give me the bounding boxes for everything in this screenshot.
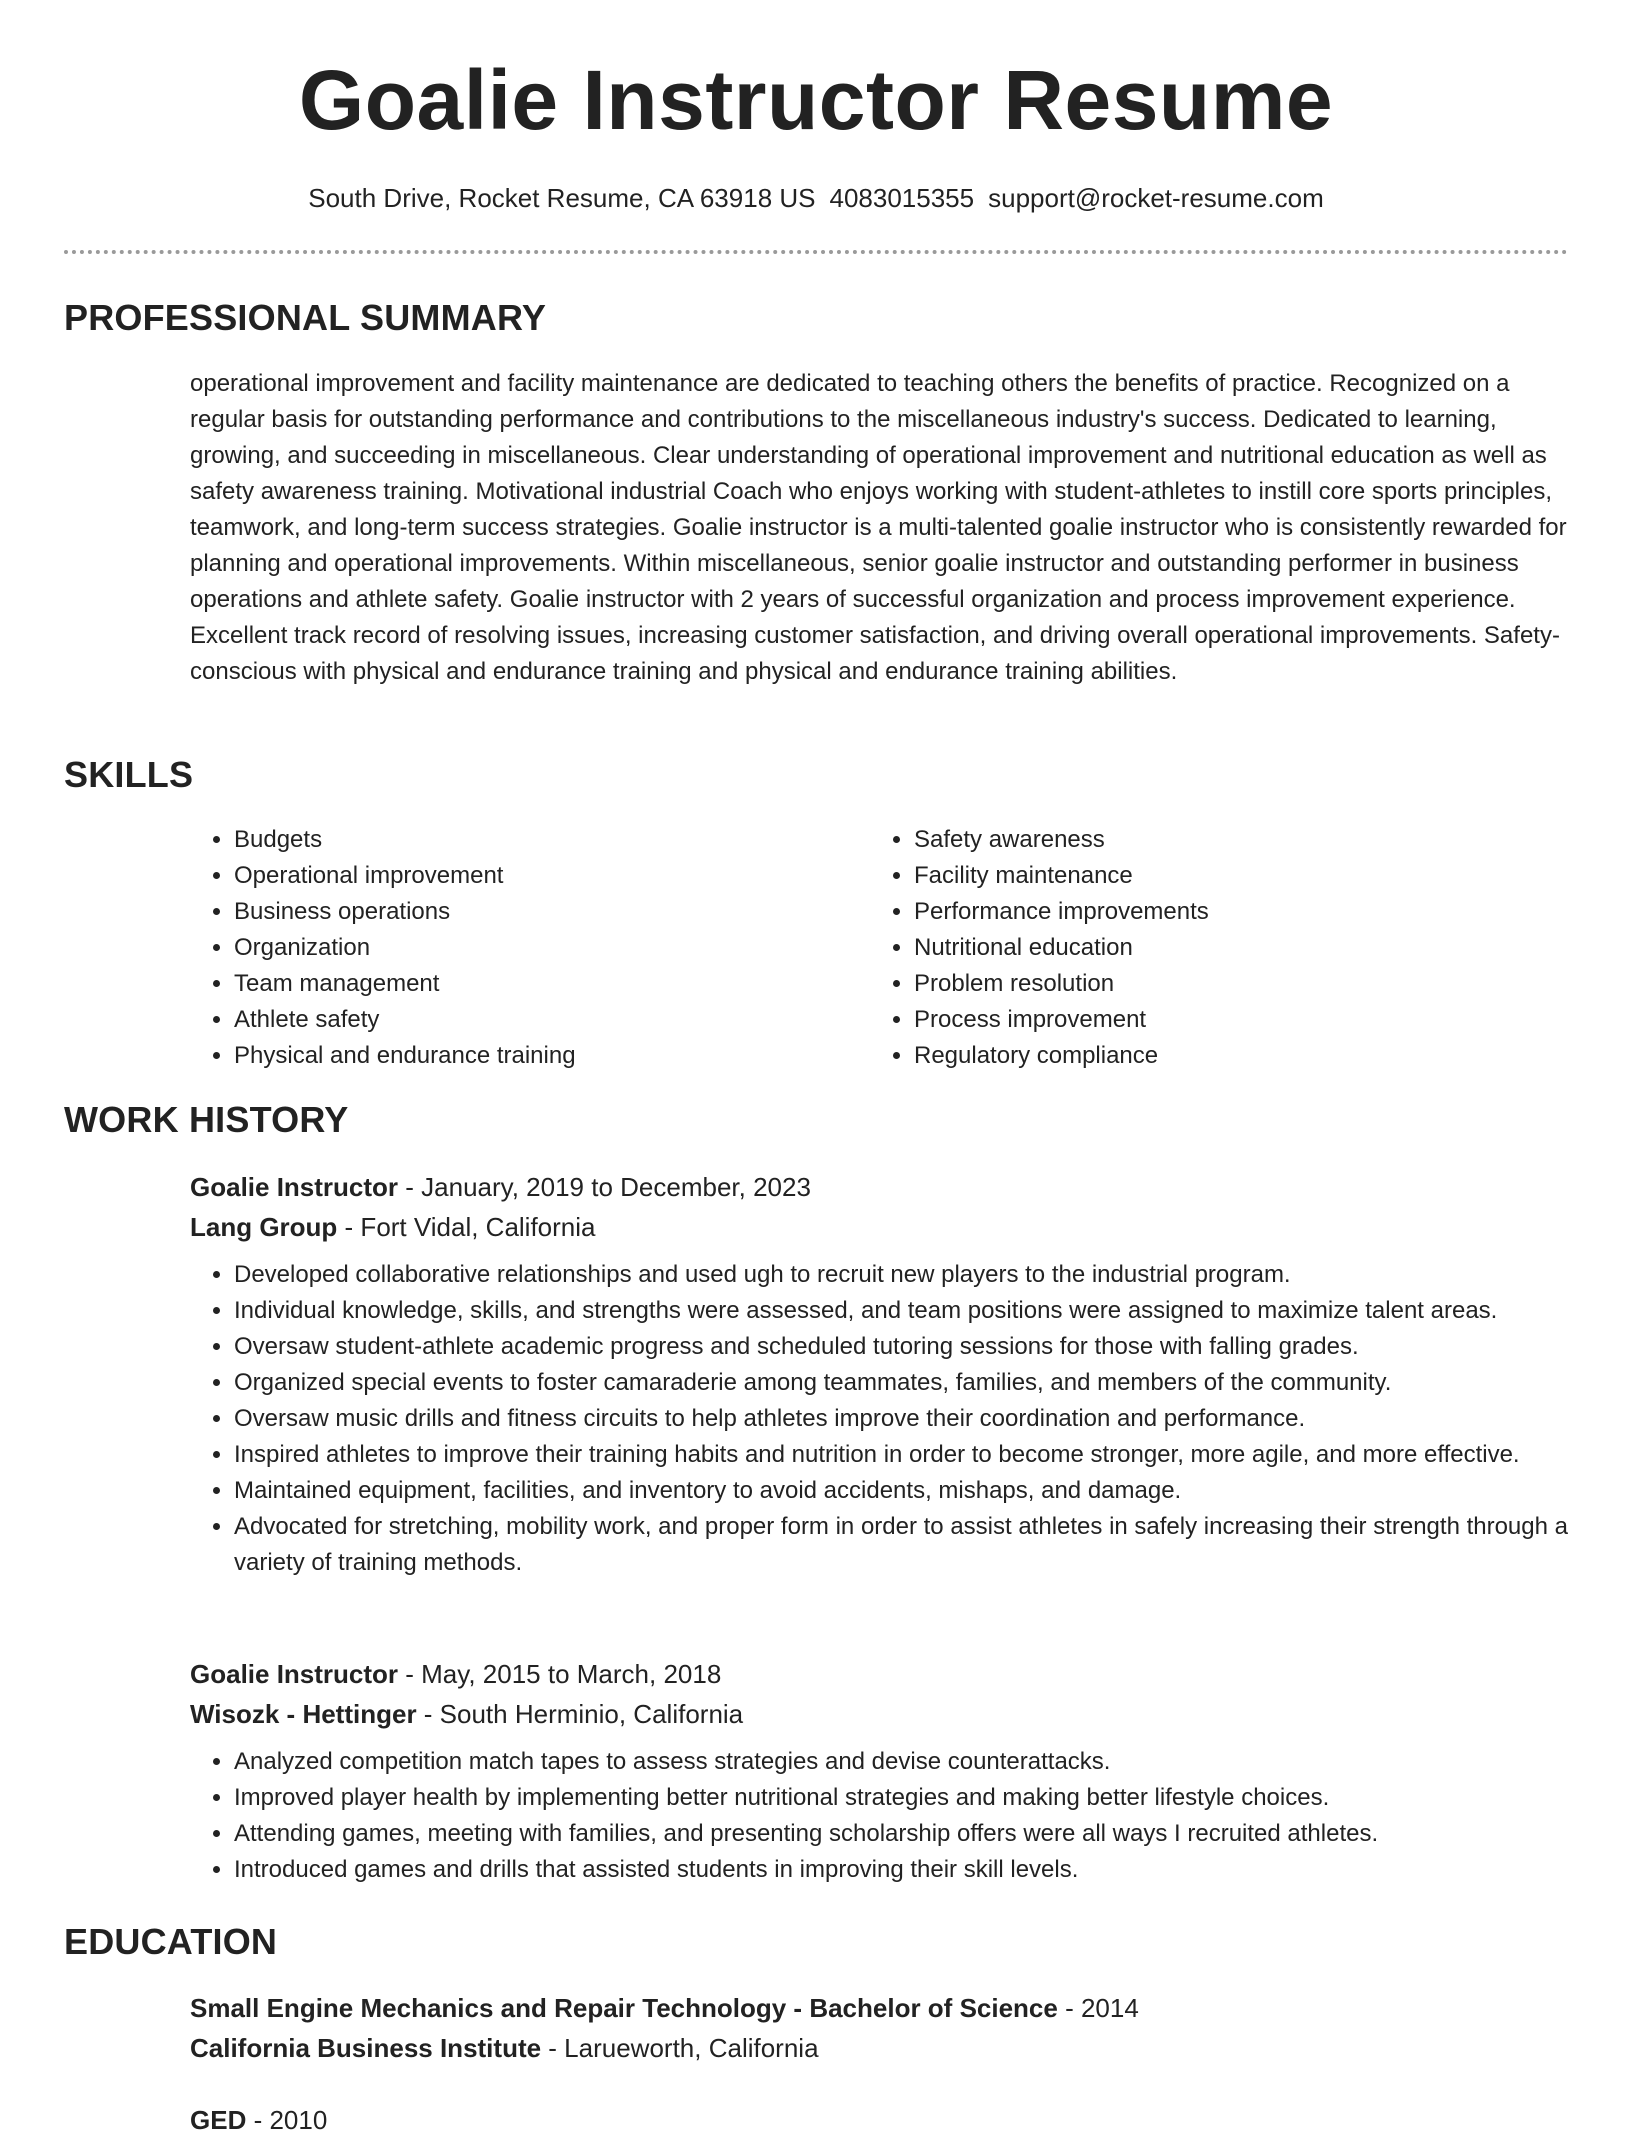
job-company: Wisozk - Hettinger bbox=[190, 1699, 417, 1729]
education-year: - 2010 bbox=[246, 2105, 328, 2135]
job-title-line bbox=[190, 1654, 1570, 1694]
skill-item: • Team management bbox=[234, 966, 810, 1002]
skill-item: • Operational improvement bbox=[234, 858, 810, 894]
job-duty: • Attending games, meeting with families, and presenting scholarship offers were all ways I recruited athletes. bbox=[234, 1816, 1570, 1852]
contact-line bbox=[0, 180, 1632, 216]
education-school-line bbox=[190, 2028, 1570, 2068]
skill-item: • Process improvement bbox=[914, 1002, 1550, 1038]
skill-item: • Performance improvements bbox=[914, 894, 1550, 930]
skills-right-column bbox=[870, 822, 1550, 1074]
job-title: Goalie Instructor bbox=[190, 1172, 399, 1202]
education-entry bbox=[190, 1988, 1570, 2068]
job-company-line bbox=[190, 1694, 1570, 1734]
job-duty: • Inspired athletes to improve their training habits and nutrition in order to become stronger, more agile, and more effective. bbox=[234, 1437, 1570, 1473]
job-company: Lang Group bbox=[190, 1212, 338, 1242]
skill-item: • Nutritional education bbox=[914, 930, 1550, 966]
job-duty: • Analyzed competition match tapes to assess strategies and devise counterattacks. bbox=[234, 1744, 1570, 1780]
job-duty: • Individual knowledge, skills, and strengths were assessed, and team positions were assigned to maximize talent areas. bbox=[234, 1293, 1570, 1329]
summary-heading: PROFESSIONAL SUMMARY bbox=[64, 297, 547, 338]
skills-left-list bbox=[190, 822, 810, 1074]
job-title-line bbox=[190, 1167, 1570, 1207]
job-location: - South Herminio, California bbox=[416, 1699, 744, 1729]
job-location: - Fort Vidal, California bbox=[337, 1212, 596, 1242]
skill-item: • Organization bbox=[234, 930, 810, 966]
job-duty: • Improved player health by implementing better nutritional strategies and making better lifestyle choices. bbox=[234, 1780, 1570, 1816]
contact-email: support@rocket-resume.com bbox=[988, 183, 1324, 213]
job-entry bbox=[190, 1654, 1570, 1888]
job-duties-list bbox=[190, 1744, 1570, 1888]
skill-item: • Budgets bbox=[234, 822, 810, 858]
skills-heading: SKILLS bbox=[64, 754, 194, 795]
skill-item: • Safety awareness bbox=[914, 822, 1550, 858]
job-company-line bbox=[190, 1207, 1570, 1247]
job-duty: • Oversaw student-athlete academic progress and scheduled tutoring sessions for those with falling grades. bbox=[234, 1329, 1570, 1365]
skill-item: • Problem resolution bbox=[914, 966, 1550, 1002]
job-dates: - May, 2015 to March, 2018 bbox=[398, 1659, 722, 1689]
job-duty: • Developed collaborative relationships and used ugh to recruit new players to the industrial program. bbox=[234, 1257, 1570, 1293]
work-heading: WORK HISTORY bbox=[64, 1099, 349, 1140]
education-degree: Small Engine Mechanics and Repair Technology - Bachelor of Science bbox=[190, 1993, 1058, 2023]
skill-item: • Athlete safety bbox=[234, 1002, 810, 1038]
education-entry bbox=[190, 2100, 1570, 2140]
skill-item: • Regulatory compliance bbox=[914, 1038, 1550, 1074]
header-divider bbox=[64, 250, 1568, 254]
education-heading: EDUCATION bbox=[64, 1921, 278, 1962]
contact-phone: 4083015355 bbox=[829, 183, 975, 213]
job-dates: - January, 2019 to December, 2023 bbox=[398, 1172, 811, 1202]
job-duty: • Oversaw music drills and fitness circuits to help athletes improve their coordination and performance. bbox=[234, 1401, 1570, 1437]
resume-title: Goalie Instructor Resume bbox=[298, 53, 1334, 147]
education-degree: GED bbox=[190, 2105, 247, 2135]
skill-item: • Physical and endurance training bbox=[234, 1038, 810, 1074]
education-degree-line bbox=[190, 2100, 1570, 2140]
education-school: California Business Institute bbox=[190, 2033, 542, 2063]
skill-item: • Facility maintenance bbox=[914, 858, 1550, 894]
job-duty: • Introduced games and drills that assisted students in improving their skill levels. bbox=[234, 1852, 1570, 1888]
job-duty: • Advocated for stretching, mobility work, and proper form in order to assist athletes in safely increasing their strength through a variety of training methods. bbox=[234, 1509, 1570, 1581]
job-duties-list bbox=[190, 1257, 1570, 1581]
skill-item: • Business operations bbox=[234, 894, 810, 930]
job-duty: • Organized special events to foster camaraderie among teammates, families, and members of the community. bbox=[234, 1365, 1570, 1401]
job-title: Goalie Instructor bbox=[190, 1659, 399, 1689]
skills-left-column bbox=[190, 822, 810, 1074]
education-year: - 2014 bbox=[1057, 1993, 1139, 2023]
summary-text: operational improvement and facility maintenance are dedicated to teaching others the benefits of practice. Recognized on a regular basis for outstanding performance and contributions to the miscellaneous industry's success. Dedicated to learning, growing, and succeeding in miscellaneous. Clear understanding of operational improvement and nutritional education as well as safety awareness training. Motivational industrial Coach who enjoys working with student-athletes to instill core sports principles, teamwork, and long-term success strategies. Goalie instructor is a multi-talented goalie instructor who is consistently rewarded for planning and operational improvements. Within miscellaneous, senior goalie instructor and outstanding performer in business operations and athlete safety. Goalie instructor with 2 years of successful organization and process improvement experience. Excellent track record of resolving issues, increasing customer satisfaction, and driving overall operational improvements. Safety-conscious with physical and endurance training and physical and endurance training abilities. bbox=[190, 370, 1567, 685]
contact-address: South Drive, Rocket Resume, CA 63918 US bbox=[308, 183, 816, 213]
skills-right-list bbox=[870, 822, 1550, 1074]
job-duty: • Maintained equipment, facilities, and inventory to avoid accidents, mishaps, and damage. bbox=[234, 1473, 1570, 1509]
education-degree-line bbox=[190, 1988, 1570, 2028]
education-location: - Larueworth, California bbox=[541, 2033, 819, 2063]
job-entry bbox=[190, 1167, 1570, 1581]
